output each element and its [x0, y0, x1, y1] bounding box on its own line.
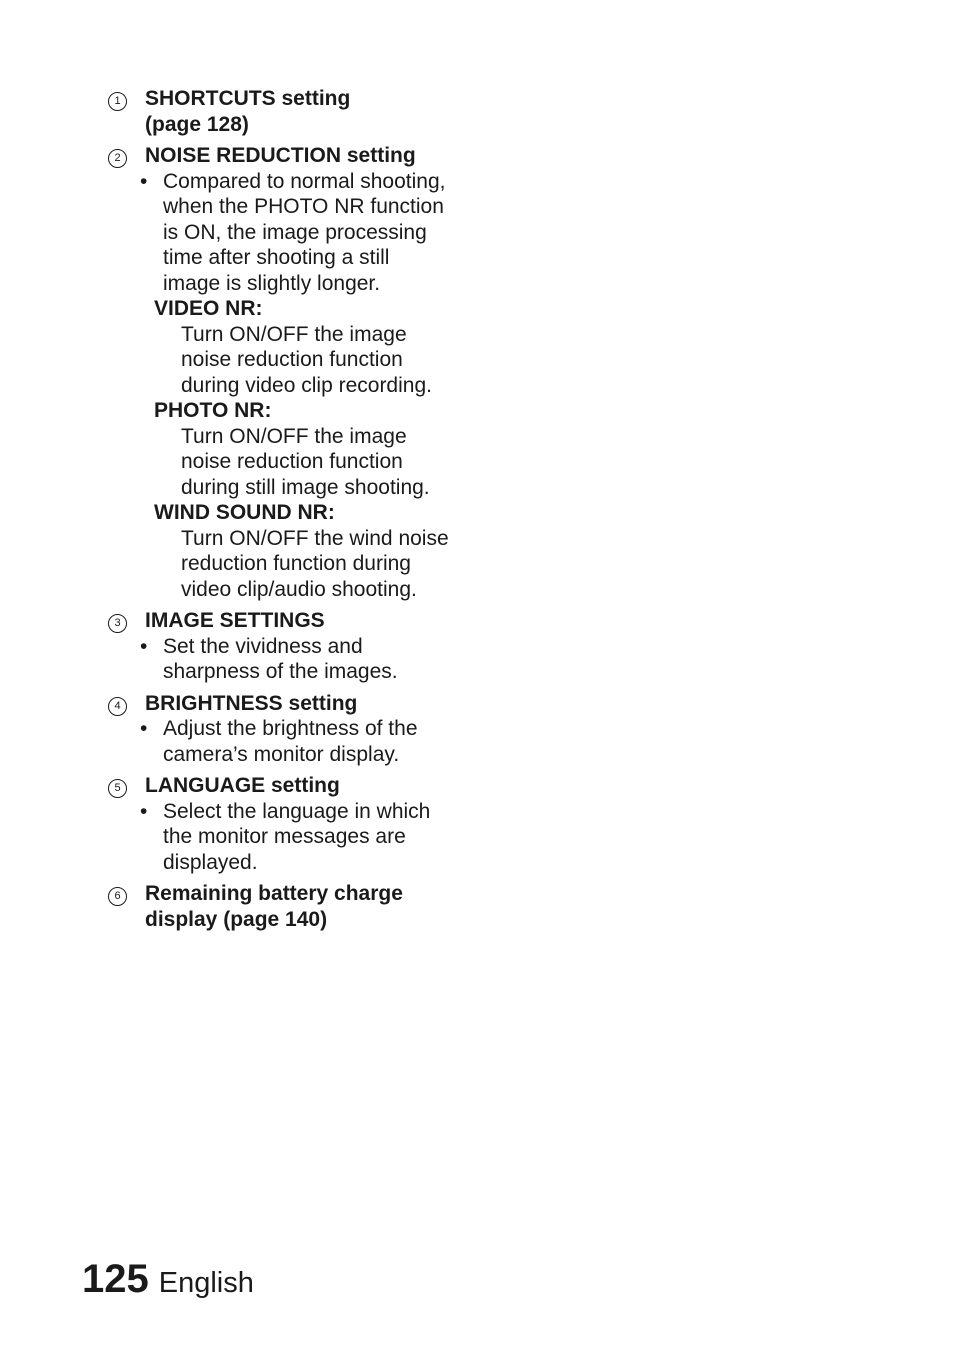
item-bullet: • Compared to normal shooting, when the PHOTO NR function is ON, the image processing time after shooting a still image is slightly longer. [140, 169, 446, 295]
page-number: 125 [82, 1257, 149, 1301]
item-number-badge: 5 [108, 779, 127, 798]
bullet-marker: • [140, 634, 148, 658]
bullet-marker: • [140, 717, 148, 740]
manual-content [108, 86, 488, 938]
sub-item-label: VIDEO NR: [154, 297, 263, 320]
sub-item-description: Turn ON/OFF the image noise reduction function during video clip recording. [181, 322, 432, 397]
sub-item-description: Turn ON/OFF the wind noise reduction function during video clip/audio shooting. [181, 526, 449, 601]
list-item [108, 608, 488, 685]
list-item [108, 881, 488, 932]
item-title: IMAGE SETTINGS [145, 609, 325, 632]
item-number-badge: 4 [108, 697, 127, 716]
list-item [108, 86, 488, 137]
sub-item-label: WIND SOUND NR: [154, 501, 335, 524]
item-title: Remaining battery charge display (page 140) [145, 882, 403, 931]
item-title: LANGUAGE setting [145, 774, 340, 797]
page-language: English [158, 1267, 254, 1299]
page-footer [82, 1255, 254, 1303]
bullet-marker: • [140, 799, 148, 823]
list-item [108, 773, 488, 875]
item-title: BRIGHTNESS setting [145, 691, 358, 715]
item-title: NOISE REDUCTION setting [145, 144, 416, 167]
item-number-badge: 2 [108, 149, 127, 168]
list-item [108, 691, 488, 768]
item-bullet: • Set the vividness and sharpness of the images. [140, 634, 398, 683]
item-number-badge: 6 [108, 887, 127, 906]
item-bullet: • Select the language in which the monitor messages are displayed. [140, 799, 431, 874]
list-item [108, 143, 488, 602]
item-title: SHORTCUTS setting (page 128) [145, 87, 351, 136]
item-number-badge: 1 [108, 92, 127, 111]
sub-item-label: PHOTO NR: [154, 399, 272, 422]
sub-item-description: Turn ON/OFF the image noise reduction function during still image shooting. [181, 424, 430, 499]
item-bullet: • Adjust the brightness of the camera’s monitor display. [140, 717, 418, 766]
bullet-marker: • [140, 169, 148, 193]
item-number-badge: 3 [108, 614, 127, 633]
